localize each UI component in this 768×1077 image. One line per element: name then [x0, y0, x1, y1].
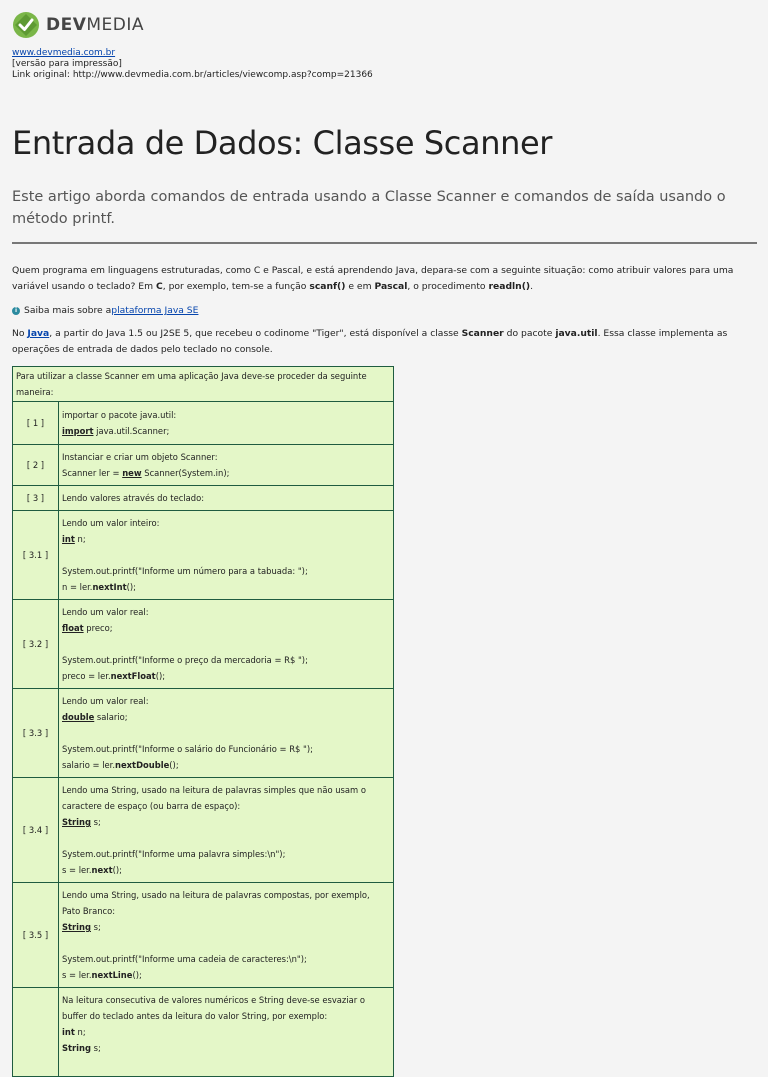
step-content: Lendo um valor inteiro: int n; System.out.printf("Informe um número para a tabuada: "); n = ler.nextInt();: [59, 511, 394, 600]
table-row: [13, 883, 394, 988]
divider: [12, 242, 757, 244]
step-content: Lendo um valor real: double salario; System.out.printf("Informe o salário do Funcionário = R$ "); salario = ler.nextDouble();: [59, 689, 394, 778]
table-row: [13, 486, 394, 511]
step-number: [ 2 ]: [13, 445, 59, 486]
article-title: Entrada de Dados: Classe Scanner: [12, 124, 553, 162]
step-content: Lendo um valor real: float preco; System.out.printf("Informe o preço da mercadoria = R$ "); preco = ler.nextFloat();: [59, 600, 394, 689]
step-number: [13, 988, 59, 1077]
step-number: [ 3.4 ]: [13, 778, 59, 883]
step-content: Lendo uma String, usado na leitura de palavras simples que não usam o caractere de espaço (ou barra de espaço): String s; System.out.printf("Informe uma palavra simples:\n"); s = ler.next();: [59, 778, 394, 883]
table-row: [13, 778, 394, 883]
step-number: [ 3.1 ]: [13, 511, 59, 600]
step-number: [ 3.3 ]: [13, 689, 59, 778]
table-row: [13, 600, 394, 689]
paragraph-scanner: No Java, a partir do Java 1.5 ou J2SE 5, que recebeu o codinome "Tiger", está disponível a classe Scanner do pacote java.util. Essa classe implementa as operações de entrada de dados pelo teclado no console.: [12, 328, 728, 355]
paragraph-intro: Quem programa em linguagens estruturadas, como C e Pascal, e está aprendendo Java, depara-se com a seguinte situação: como atribuir valores para uma variável usando o teclado? Em C, por exemplo, tem-se a função scanf() e em Pascal, o procedimento readln().: [12, 265, 734, 292]
paragraph-learn-more: i Saiba mais sobre a plataforma Java SE: [12, 303, 756, 319]
step-number: [ 3 ]: [13, 486, 59, 511]
step-content: Lendo uma String, usado na leitura de palavras compostas, por exemplo, Pato Branco: String s; System.out.printf("Informe uma cadeia de caracteres:\n"); s = ler.nextLine();: [59, 883, 394, 988]
step-number: [ 3.5 ]: [13, 883, 59, 988]
step-content: Na leitura consecutiva de valores numéricos e String deve-se esvaziar o buffer do teclado antes da leitura do valor String, por exemplo: int n; String s;: [59, 988, 394, 1077]
step-number: [ 3.2 ]: [13, 600, 59, 689]
original-link-label: Link original: http://www.devmedia.com.br/articles/viewcomp.asp?comp=21366: [12, 70, 373, 80]
logo-text: DEVMEDIA: [46, 15, 145, 35]
java-se-link[interactable]: plataforma Java SE: [111, 305, 199, 316]
table-header: Para utilizar a classe Scanner em uma aplicação Java deve-se proceder da seguinte maneira:: [13, 367, 394, 402]
step-number: [ 1 ]: [13, 402, 59, 445]
table-row: [13, 988, 394, 1077]
step-content: importar o pacote java.util: import java.util.Scanner;: [59, 402, 394, 445]
table-row: [13, 689, 394, 778]
print-version-label: [versão para impressão]: [12, 59, 122, 69]
devmedia-logo[interactable]: [12, 11, 144, 39]
table-header-row: [13, 367, 394, 402]
table-row: [13, 402, 394, 445]
site-link[interactable]: www.devmedia.com.br: [12, 48, 116, 58]
devmedia-logo-icon: [12, 11, 40, 39]
info-icon: i: [12, 307, 20, 315]
step-content: Instanciar e criar um objeto Scanner: Scanner ler = new Scanner(System.in);: [59, 445, 394, 486]
scanner-steps-table: [12, 366, 394, 1077]
java-link[interactable]: Java: [27, 328, 50, 339]
step-content: Lendo valores através do teclado:: [59, 486, 394, 511]
table-row: [13, 445, 394, 486]
table-row: [13, 511, 394, 600]
article-lead: Este artigo aborda comandos de entrada usando a Classe Scanner e comandos de saída usando o método printf.: [12, 189, 726, 227]
print-meta: [12, 48, 373, 81]
